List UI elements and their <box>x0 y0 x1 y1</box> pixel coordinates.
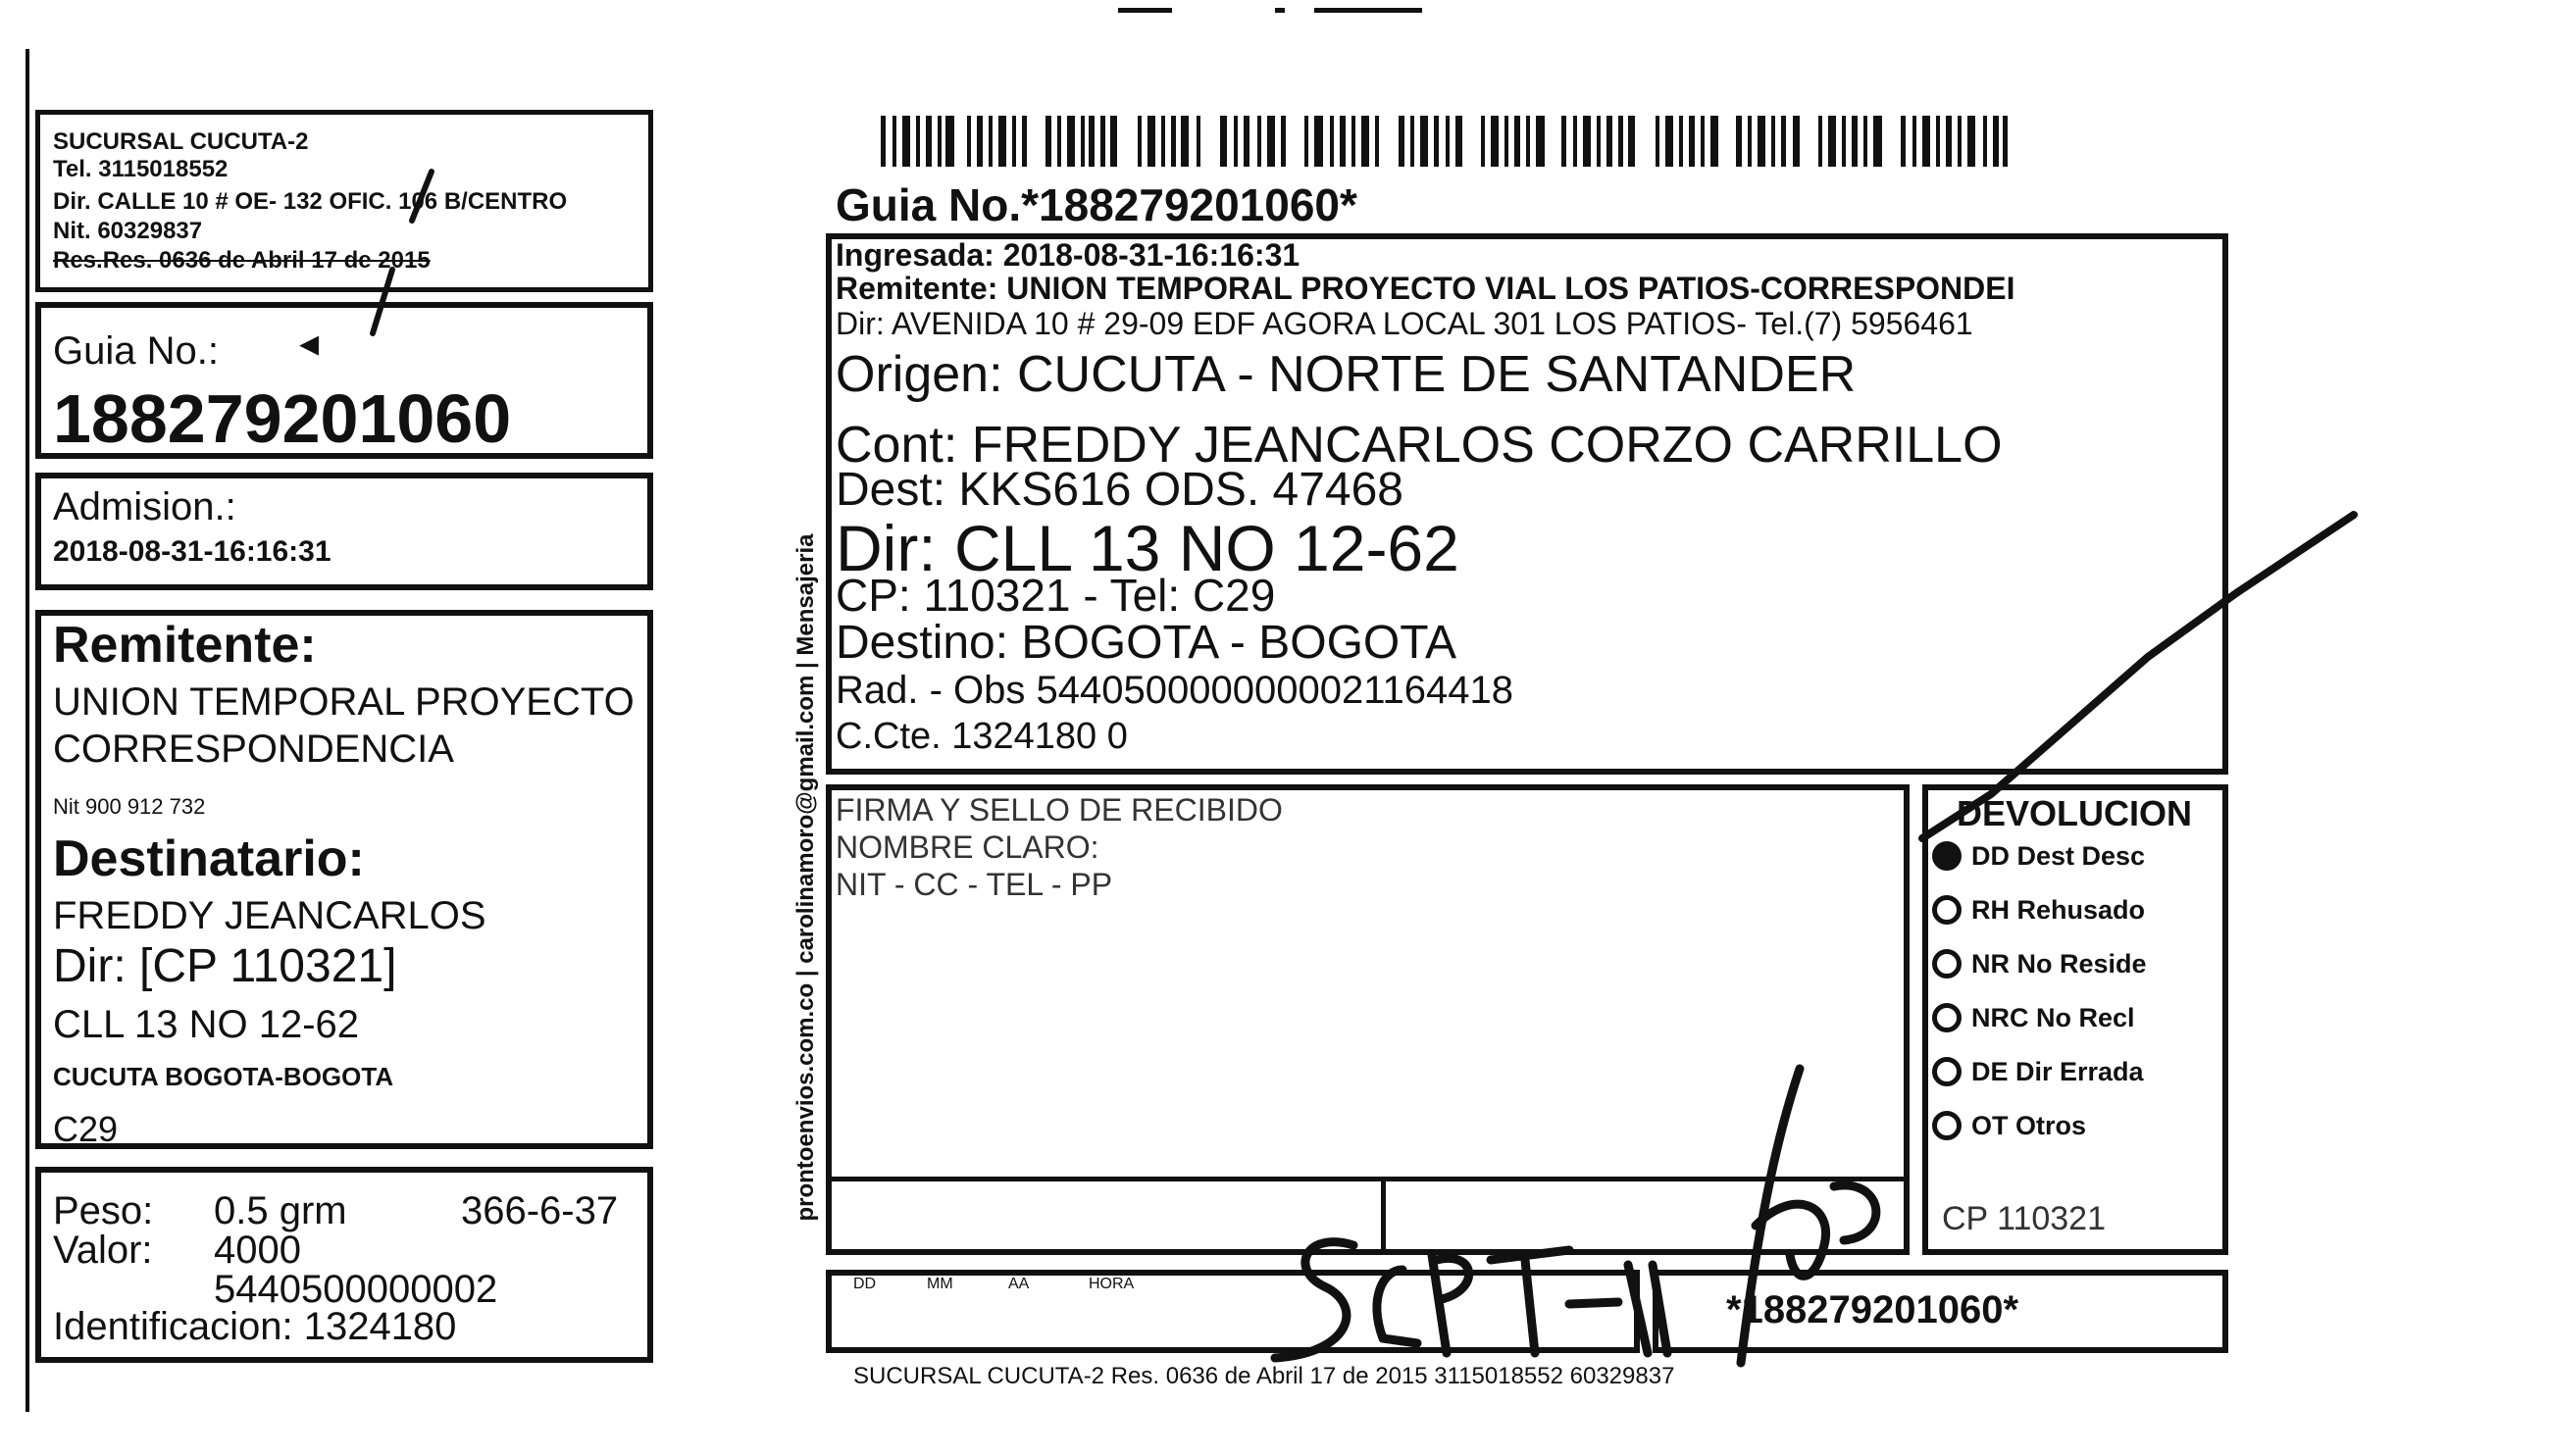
radio-de[interactable] <box>1932 1057 1962 1086</box>
date-dd: DD <box>853 1276 877 1292</box>
option-ot-label: OT Otros <box>1971 1111 2087 1140</box>
option-de-label: DE Dir Errada <box>1971 1057 2144 1086</box>
top-mark-2 <box>1275 8 1285 13</box>
branch-address: Dir. CALLE 10 # OE- 132 OFIC. 106 B/CENTRO <box>53 188 568 215</box>
date-aa: AA <box>1008 1276 1030 1292</box>
pointer-mark-icon: ◂ <box>299 322 320 365</box>
radio-ot[interactable] <box>1932 1111 1962 1140</box>
valor-value: 4000 <box>214 1229 301 1272</box>
recipient-cp: Dir: [CP 110321] <box>53 940 397 992</box>
option-nrc-label: NRC No Recl <box>1971 1003 2135 1032</box>
admission-label: Admision.: <box>53 485 236 528</box>
option-dd-label: DD Dest Desc <box>1971 841 2146 871</box>
handwritten-checkmark <box>1912 500 2364 873</box>
date-mm: MM <box>927 1276 953 1292</box>
cp-tel: CP: 110321 - Tel: C29 <box>836 570 1276 621</box>
footer-text: SUCURSAL CUCUTA-2 Res. 0636 de Abril 17 de 2015 3115018552 60329837 <box>853 1363 1675 1389</box>
option-nr-label: NR No Reside <box>1971 949 2147 979</box>
ingresada: Ingresada: 2018-08-31-16:16:31 <box>836 237 1300 273</box>
recipient-street: CLL 13 NO 12-62 <box>53 1003 360 1046</box>
branch-name: SUCURSAL CUCUTA-2 <box>53 128 309 155</box>
radio-nr[interactable] <box>1932 949 1962 979</box>
barcode <box>881 116 2009 167</box>
main-dir: Dir: CLL 13 NO 12-62 <box>836 512 1459 584</box>
sender-nit: Nit 900 912 732 <box>53 794 206 819</box>
branch-nit: Nit. 60329837 <box>53 218 203 244</box>
signature-line2: NOMBRE CLARO: <box>836 829 1099 865</box>
left-margin-rule <box>25 49 29 1412</box>
main-guide-title: Guia No.*188279201060* <box>836 179 1357 230</box>
rad-obs: Rad. - Obs 5440500000000021164418 <box>836 669 1513 712</box>
top-mark-3 <box>1314 8 1422 13</box>
side-vertical-text: prontoenvios.com.co | carolinamoro@gmail.com | Mensajeria <box>792 533 819 1222</box>
main-remitente: Remitente: UNION TEMPORAL PROYECTO VIAL LOS PATIOS-CORRESPONDEI <box>836 271 2015 306</box>
recipient-cities: CUCUTA BOGOTA-BOGOTA <box>53 1062 394 1091</box>
main-sender-dir: Dir: AVENIDA 10 # 29-09 EDF AGORA LOCAL 301 LOS PATIOS- Tel.(7) 5956461 <box>836 306 1973 341</box>
bottom-guide-number: *188279201060* <box>1726 1288 2019 1331</box>
sender-line2: CORRESPONDENCIA <box>53 728 454 771</box>
radio-rh[interactable] <box>1932 895 1962 925</box>
option-rh-label: RH Rehusado <box>1971 895 2146 925</box>
admission-datetime: 2018-08-31-16:16:31 <box>53 535 331 568</box>
signature-line1: FIRMA Y SELLO DE RECIBIDO <box>836 792 1283 828</box>
peso-label: Peso: <box>53 1189 154 1232</box>
origen: Origen: CUCUTA - NORTE DE SANTANDER <box>836 346 1857 403</box>
recipient-name: FREDDY JEANCARLOS <box>53 894 486 937</box>
recipient-label: Destinatario: <box>53 830 365 887</box>
devolucion-cp: CP 110321 <box>1942 1200 2106 1237</box>
signature-line3: NIT - CC - TEL - PP <box>836 867 1113 902</box>
branch-resolution: Res.Res. 0636 de Abril 17 de 2015 <box>53 247 431 274</box>
valor-label: Valor: <box>53 1229 153 1272</box>
left-guide-number: 188279201060 <box>53 380 512 457</box>
sender-line1: UNION TEMPORAL PROYECTO <box>53 680 635 724</box>
sender-label: Remitente: <box>53 617 317 674</box>
branch-tel: Tel. 3115018552 <box>53 156 229 182</box>
radio-nrc[interactable] <box>1932 1003 1962 1032</box>
cont: Cont: FREDDY JEANCARLOS CORZO CARRILLO <box>836 417 2003 474</box>
ccte: C.Cte. 1324180 0 <box>836 716 1128 757</box>
recipient-code: C29 <box>53 1109 119 1149</box>
left-guide-label: Guia No.: <box>53 329 219 373</box>
handwritten-date-signature <box>1246 1059 1912 1382</box>
top-mark-1 <box>1118 8 1172 13</box>
handwritten-pen-marks <box>304 98 461 343</box>
reference-number: 366-6-37 <box>461 1189 619 1232</box>
devolucion-title: DEVOLUCION <box>1957 793 2193 833</box>
destino: Destino: BOGOTA - BOGOTA <box>836 617 1457 669</box>
identificacion: Identificacion: 1324180 <box>53 1305 457 1348</box>
date-hora: HORA <box>1089 1276 1135 1292</box>
peso-value: 0.5 grm <box>214 1189 347 1232</box>
long-number: 5440500000002 <box>214 1268 498 1311</box>
dest: Dest: KKS616 ODS. 47468 <box>836 464 1403 516</box>
